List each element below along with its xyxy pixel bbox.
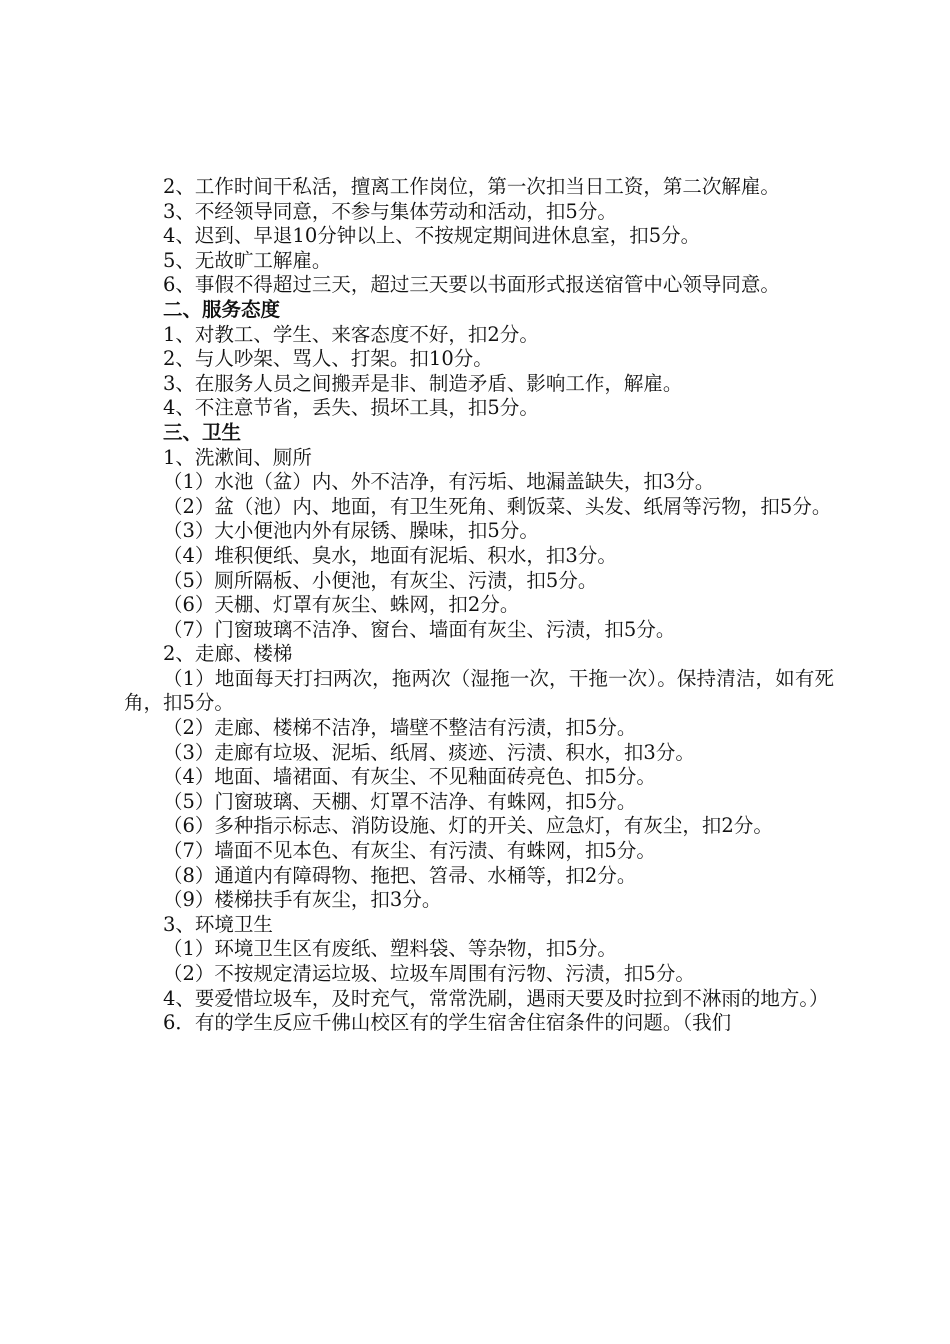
paragraph: 1、对教工、学生、来客态度不好，扣2分。 bbox=[163, 322, 539, 346]
paragraph: （9）楼梯扶手有灰尘，扣3分。 bbox=[163, 888, 442, 912]
section-heading: 三、卫生 bbox=[163, 420, 242, 444]
paragraph: 6、事假不得超过三天，超过三天要以书面形式报送宿管中心领导同意。 bbox=[163, 273, 780, 297]
paragraph: （1）环境卫生区有废纸、塑料袋、等杂物，扣5分。 bbox=[163, 937, 617, 961]
paragraph: （5）门窗玻璃、天棚、灯罩不洁净、有蛛网，扣5分。 bbox=[163, 789, 637, 813]
paragraph: （3）大小便池内外有尿锈、臊味，扣5分。 bbox=[163, 519, 539, 543]
paragraph: （2）盆（池）内、地面，有卫生死角、剩饭菜、头发、纸屑等污物，扣5分。 bbox=[163, 494, 832, 518]
paragraph: （4）地面、墙裙面、有灰尘、不见釉面砖亮色、扣5分。 bbox=[163, 765, 656, 789]
paragraph: 4、不注意节省，丢失、损坏工具，扣5分。 bbox=[163, 396, 539, 420]
paragraph: 6．有的学生反应千佛山校区有的学生宿舍住宿条件的问题。（我们 bbox=[163, 1011, 732, 1035]
paragraph: 4、迟到、早退10分钟以上、不按规定期间进休息室，扣5分。 bbox=[163, 224, 701, 248]
paragraph: （2）不按规定清运垃圾、垃圾车周围有污物、污渍，扣5分。 bbox=[163, 962, 695, 985]
paragraph: （6）天棚、灯罩有灰尘、蛛网，扣2分。 bbox=[163, 593, 520, 617]
paragraph: （3）走廊有垃圾、泥垢、纸屑、痰迹、污渍、积水，扣3分。 bbox=[163, 740, 695, 764]
paragraph: （1）水池（盆）内、外不洁净，有污垢、地漏盖缺失，扣3分。 bbox=[163, 470, 715, 494]
paragraph: （5）厕所隔板、小便池，有灰尘、污渍，扣5分。 bbox=[163, 568, 598, 592]
paragraph: 5、无故旷工解雇。 bbox=[163, 248, 332, 272]
paragraph: （8）通道内有障碍物、拖把、笤帚、水桶等，扣2分。 bbox=[163, 863, 637, 887]
paragraph: （7）门窗玻璃不洁净、窗台、墙面有灰尘、污渍，扣5分。 bbox=[163, 617, 676, 641]
paragraph: （7）墙面不见本色、有灰尘、有污渍、有蛛网，扣5分。 bbox=[163, 839, 656, 863]
section-heading: 二、服务态度 bbox=[163, 297, 281, 321]
paragraph: （6）多种指示标志、消防设施、灯的开关、应急灯，有灰尘，扣2分。 bbox=[163, 814, 773, 838]
subsection-heading: 3、环境卫生 bbox=[163, 912, 273, 936]
paragraph: （4）堆积便纸、臭水，地面有泥垢、积水，扣3分。 bbox=[163, 543, 617, 567]
document-body bbox=[124, 175, 834, 1036]
paragraph: 2、与人吵架、骂人、打架。扣10分。 bbox=[163, 347, 493, 371]
paragraph: 3、在服务人员之间搬弄是非、制造矛盾、影响工作，解雇。 bbox=[163, 371, 683, 395]
paragraph: （2）走廊、楼梯不洁净，墙壁不整洁有污渍，扣5分。 bbox=[163, 716, 637, 740]
subsection-heading: 2、走廊、楼梯 bbox=[163, 642, 293, 666]
subsection-heading: 1、洗漱间、厕所 bbox=[163, 445, 312, 469]
paragraph: 3、不经领导同意，不参与集体劳动和活动，扣5分。 bbox=[163, 199, 617, 223]
paragraph: 2、工作时间干私活，擅离工作岗位，第一次扣当日工资，第二次解雇。 bbox=[163, 175, 780, 198]
paragraph: 4、要爱惜垃圾车，及时充气，常常洗刷，遇雨天要及时拉到不淋雨的地方。） bbox=[163, 986, 829, 1010]
paragraph: （1）地面每天打扫两次，拖两次（湿拖一次，干拖一次）。保持清洁，如有死角，扣5分。 bbox=[124, 666, 834, 715]
